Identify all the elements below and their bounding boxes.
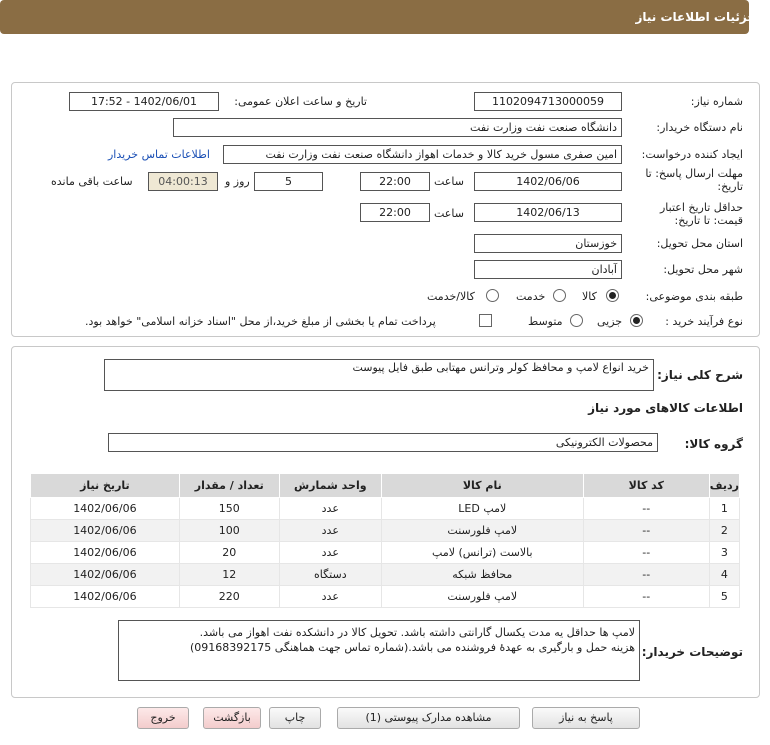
deadline-time-label: ساعت [434,175,464,188]
province-label: استان محل تحویل: [656,237,743,250]
deadline-label-line2: تاریخ: [717,180,743,193]
summary-field: خرید انواع لامپ و محافظ کولر وترانس مهتابی طبق فایل پیوست [104,359,654,391]
cell-name: لامپ LED [381,498,583,520]
goods-table [30,473,740,608]
goods-section-title: اطلاعات کالاهای مورد نیاز [588,401,743,415]
process-minor-label: جزیی [597,315,623,328]
summary-label: شرح کلی نیاز: [657,368,743,382]
treasury-payment-note: پرداخت تمام یا بخشی از مبلغ خرید،از محل "اسناد خزانه اسلامی" خواهد بود. [85,315,436,328]
cell-qty: 150 [179,498,279,520]
deadline-label-line1: مهلت ارسال پاسخ: تا [645,167,743,180]
buyer-notes-field [118,620,640,681]
goods-group-label: گروه کالا: [684,437,743,451]
category-service-label: خدمت [516,290,546,303]
cell-name: محافظ شبکه [381,564,583,586]
table-row [31,498,740,520]
cell-unit: عدد [279,586,381,608]
buyer-org-label: نام دستگاه خریدار: [656,121,743,134]
cell-date: 1402/06/06 [31,498,180,520]
process-minor-radio[interactable] [630,314,643,327]
buyer-notes-line2: هزینه حمل و بارگیری به عهدهٔ فروشنده می باشد.(شماره تماس جهت هماهنگی 09168392175) [190,641,635,654]
cell-name: لامپ فلورسنت [381,586,583,608]
cell-unit: عدد [279,542,381,564]
validity-label-line2: قیمت: تا تاریخ: [674,214,743,227]
process-label: نوع فرآیند خرید : [665,315,743,328]
need-number-label: شماره نیاز: [690,95,743,108]
exit-button[interactable]: خروج [137,707,189,729]
cell-row: 2 [709,520,739,542]
contact-buyer-link[interactable]: اطلاعات تماس خریدار [108,148,210,161]
cell-qty: 20 [179,542,279,564]
category-service-radio[interactable] [553,289,566,302]
table-row [31,542,740,564]
reply-button[interactable]: پاسخ به نیاز [532,707,640,729]
remaining-time-field: 04:00:13 [148,172,218,191]
cell-row: 5 [709,586,739,608]
remaining-label: ساعت باقی مانده [51,175,133,188]
validity-label [660,201,743,227]
print-button[interactable]: چاپ [269,707,321,729]
cell-date: 1402/06/06 [31,542,180,564]
col-row: ردیف [709,474,739,498]
province-field: خوزستان [474,234,622,253]
validity-label-line1: حداقل تاریخ اعتبار [659,201,743,214]
cell-name: لامپ فلورسنت [381,520,583,542]
cell-date: 1402/06/06 [31,520,180,542]
col-name: نام کالا [381,474,583,498]
page-title: جزئیات اطلاعات نیاز [635,10,756,24]
city-label: شهر محل تحویل: [663,263,743,276]
requester-field: امین صفری مسول خرید کالا و خدمات اهواز دانشگاه صنعت نفت وزارت نفت [223,145,622,164]
table-row [31,520,740,542]
cell-code: -- [583,498,709,520]
cell-code: -- [583,520,709,542]
col-date: تاریخ نیاز [31,474,180,498]
goods-table-header [31,474,740,498]
cell-qty: 100 [179,520,279,542]
validity-date-field: 1402/06/13 [474,203,622,222]
validity-time-label: ساعت [434,207,464,220]
process-medium-label: متوسط [528,315,563,328]
treasury-payment-checkbox[interactable] [479,314,492,327]
cell-qty: 220 [179,586,279,608]
goods-group-field: محصولات الکترونیکی [108,433,658,452]
cell-name: بالاست (ترانس) لامپ [381,542,583,564]
announce-label: تاریخ و ساعت اعلان عمومی: [234,95,367,108]
category-goods-label: کالا [582,290,597,303]
table-row [31,586,740,608]
page-header [0,0,756,34]
cell-unit: عدد [279,498,381,520]
col-code: کد کالا [583,474,709,498]
table-row [31,564,740,586]
cell-date: 1402/06/06 [31,586,180,608]
category-goods-radio[interactable] [606,289,619,302]
buyer-notes-label: توضیحات خریدار: [641,645,743,659]
process-medium-radio[interactable] [570,314,583,327]
announce-field: 1402/06/01 - 17:52 [69,92,219,111]
days-field: 5 [254,172,323,191]
requester-label: ایجاد کننده درخواست: [641,148,743,161]
back-button[interactable]: بازگشت [203,707,261,729]
deadline-time-field: 22:00 [360,172,430,191]
days-label: روز و [225,175,250,188]
need-number-field: 1102094713000059 [474,92,622,111]
cell-code: -- [583,564,709,586]
cell-code: -- [583,542,709,564]
cell-unit: عدد [279,520,381,542]
validity-time-field: 22:00 [360,203,430,222]
category-label: طبقه بندی موضوعی: [645,290,743,303]
deadline-date-field: 1402/06/06 [474,172,622,191]
col-qty: تعداد / مقدار [179,474,279,498]
cell-qty: 12 [179,564,279,586]
view-attachments-button[interactable]: مشاهده مدارک پیوستی (1) [337,707,520,729]
category-both-label: کالا/خدمت [427,290,475,303]
col-unit: واحد شمارش [279,474,381,498]
category-both-radio[interactable] [486,289,499,302]
cell-unit: دستگاه [279,564,381,586]
cell-row: 4 [709,564,739,586]
buyer-org-field: دانشگاه صنعت نفت وزارت نفت [173,118,622,137]
cell-date: 1402/06/06 [31,564,180,586]
cell-row: 1 [709,498,739,520]
cell-row: 3 [709,542,739,564]
city-field: آبادان [474,260,622,279]
cell-code: -- [583,586,709,608]
buyer-notes-line1: لامپ ها حداقل یه مدت یکسال گارانتی داشته باشد. تحویل کالا در دانشکده نفت اهواز می باشد. [199,626,635,639]
deadline-label [645,167,743,193]
